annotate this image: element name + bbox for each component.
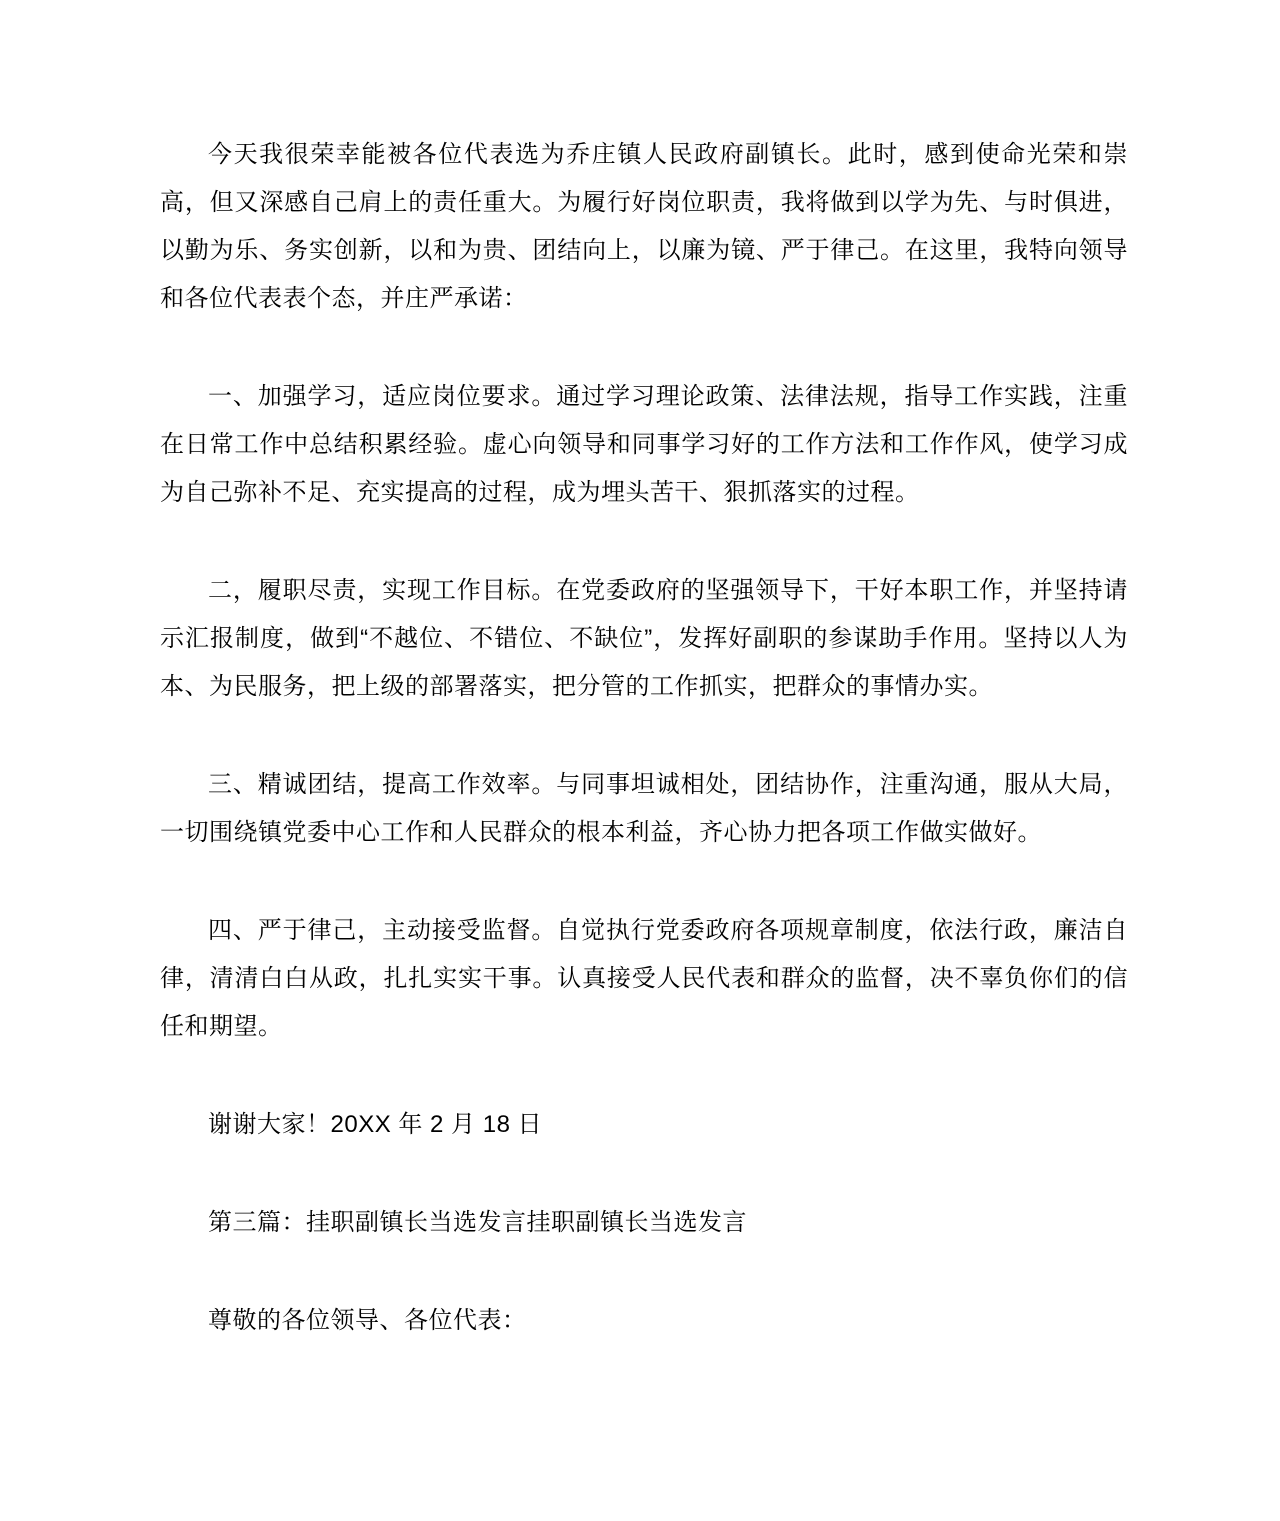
opening-paragraph: 今天我很荣幸能被各位代表选为乔庄镇人民政府副镇长。此时，感到使命光荣和崇高，但又深感自己肩上的责任重大。为履行好岗位职责，我将做到以学为先、与时俱进，以勤为乐、务实创新，以和为贵、团结向上，以廉为镜、严于律己。在这里，我特向领导和各位代表表个态，并庄严承诺：: [160, 141, 1128, 312]
document-text-body: [160, 131, 1128, 1395]
point-2-paragraph: 二，履职尽责，实现工作目标。在党委政府的坚强领导下，干好本职工作，并坚持请示汇报制度，做到“不越位、不错位、不缺位”，发挥好副职的参谋助手作用。坚持以人为本、为民服务，把上级的部署落实，把分管的工作抓实，把群众的事情办实。: [160, 577, 1128, 700]
closing-thanks-date-paragraph: 谢谢大家！20XX 年 2 月 18 日: [208, 1111, 543, 1138]
point-3-paragraph: 三、精诚团结，提高工作效率。与同事坦诚相处，团结协作，注重沟通，服从大局，一切围绕镇党委中心工作和人民群众的根本利益，齐心协力把各项工作做实做好。: [160, 771, 1128, 846]
salutation-paragraph: 尊敬的各位领导、各位代表：: [208, 1307, 527, 1334]
point-1-paragraph: 一、加强学习，适应岗位要求。通过学习理论政策、法律法规，指导工作实践，注重在日常工作中总结积累经验。虚心向领导和同事学习好的工作方法和工作作风，使学习成为自己弥补不足、充实提高的过程，成为埋头苦干、狠抓落实的过程。: [160, 383, 1128, 506]
section-three-title-paragraph: 第三篇：挂职副镇长当选发言挂职副镇长当选发言: [208, 1209, 747, 1236]
point-4-paragraph: 四、严于律己，主动接受监督。自觉执行党委政府各项规章制度，依法行政，廉洁自律，清清白白从政，扎扎实实干事。认真接受人民代表和群众的监督，决不辜负你们的信任和期望。: [160, 917, 1128, 1040]
